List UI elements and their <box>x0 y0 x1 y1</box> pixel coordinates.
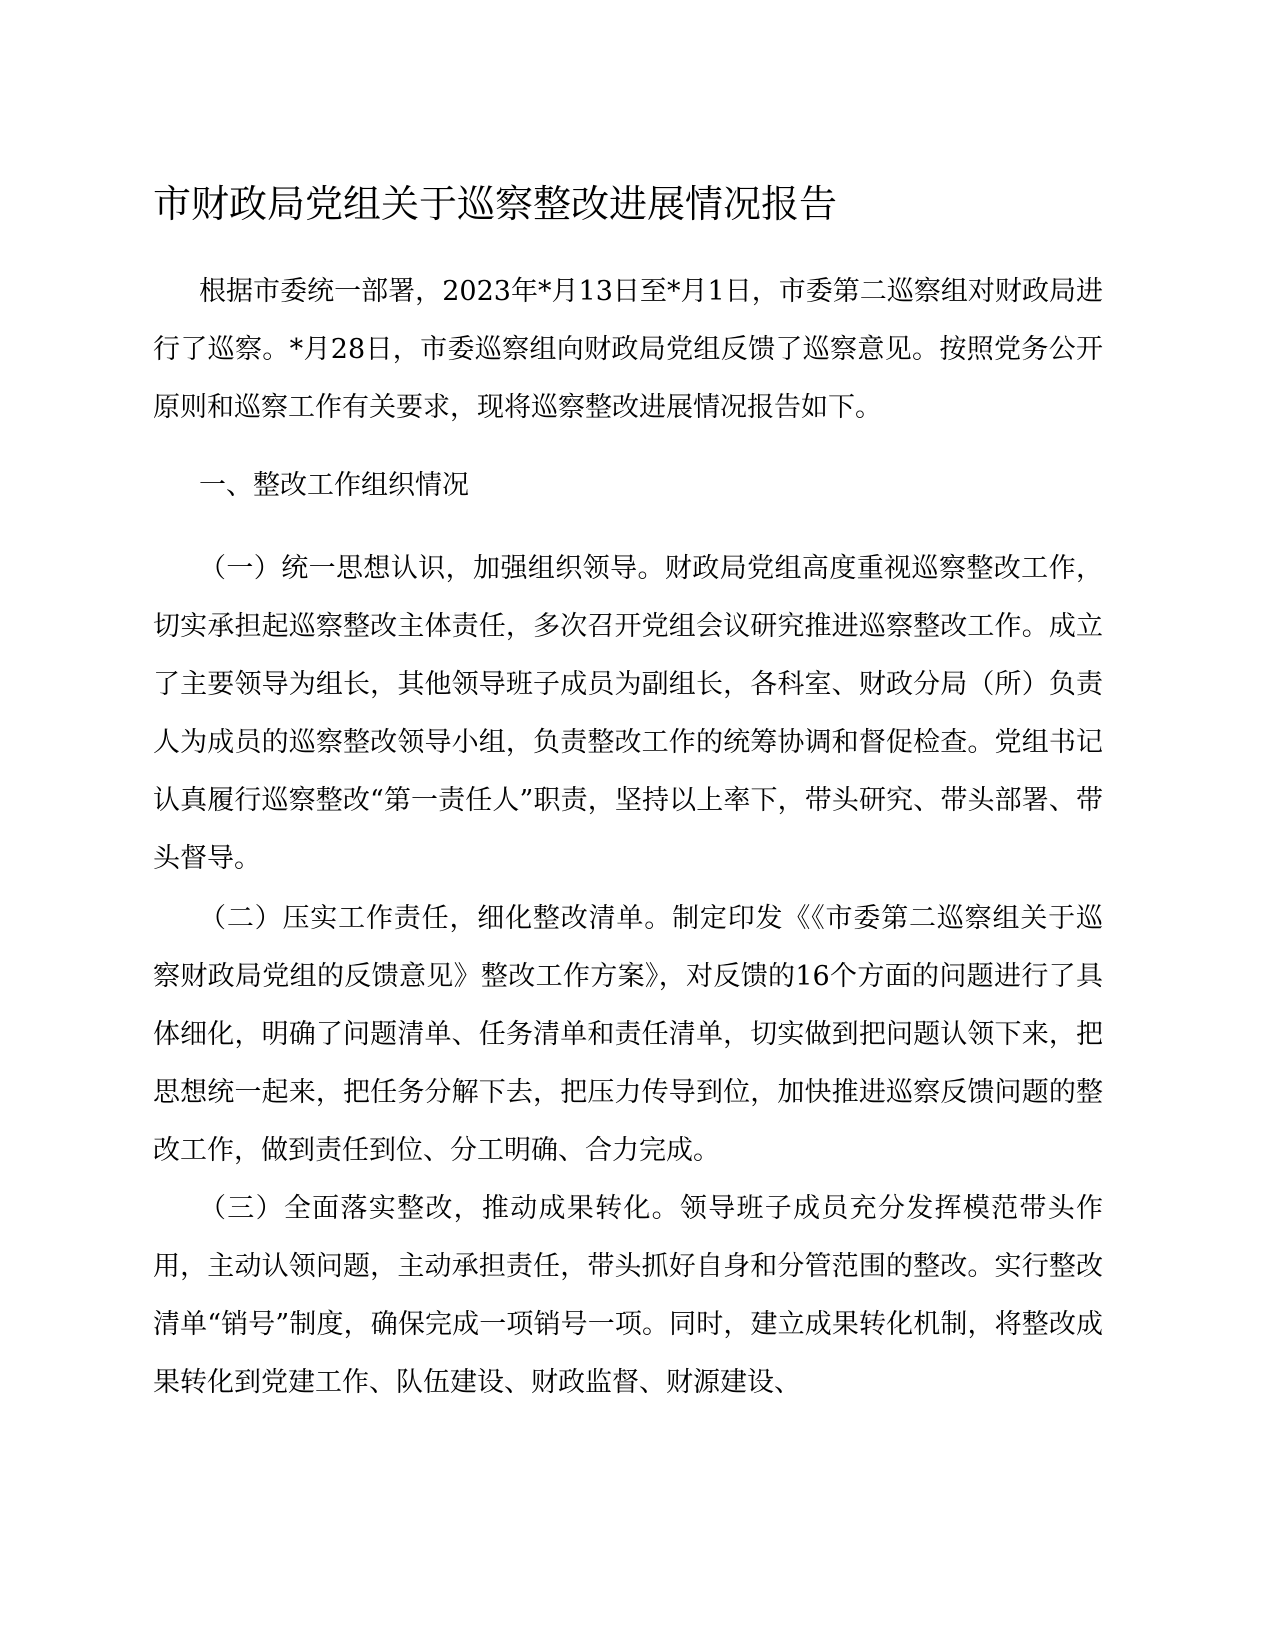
section-heading: 一、整改工作组织情况 <box>199 470 469 501</box>
paragraph-1: （一）统一思想认识，加强组织领导。财政局党组高度重视巡察整改工作，切实承担起巡察整改主体责任，多次召开党组会议研究推进巡察整改工作。成立了主要领导为组长，其他领导班子成员为副组长，各科室、财政分局（所）负责人为成员的巡察整改领导小组，负责整改工作的统筹协调和督促检查。党组书记认真履行巡察整改“第一责任人”职责，坚持以上率下，带头研究、带头部署、带头督导。 <box>153 553 1103 874</box>
intro-paragraph: 根据市委统一部署，2023年*月13日至*月1日，市委第二巡察组对财政局进行了巡察。*月28日，市委巡察组向财政局党组反馈了巡察意见。按照党务公开原则和巡察工作有关要求，现将巡察整改进展情况报告如下。 <box>153 276 1103 423</box>
document-title: 市财政局党组关于巡察整改进展情况报告 <box>153 182 838 226</box>
paragraph-3: （三）全面落实整改，推动成果转化。领导班子成员充分发挥模范带头作用，主动认领问题，主动承担责任，带头抓好自身和分管范围的整改。实行整改清单“销号”制度，确保完成一项销号一项。同时，建立成果转化机制，将整改成果转化到党建工作、队伍建设、财政监督、财源建设、 <box>153 1193 1103 1398</box>
paragraph-2: （二）压实工作责任，细化整改清单。制定印发《《市委第二巡察组关于巡察财政局党组的反馈意见》整改工作方案》，对反馈的16个方面的问题进行了具体细化，明确了问题清单、任务清单和责任清单，切实做到把问题认领下来，把思想统一起来，把任务分解下去，把压力传导到位，加快推进巡察反馈问题的整改工作，做到责任到位、分工明确、合力完成。 <box>153 903 1103 1166</box>
